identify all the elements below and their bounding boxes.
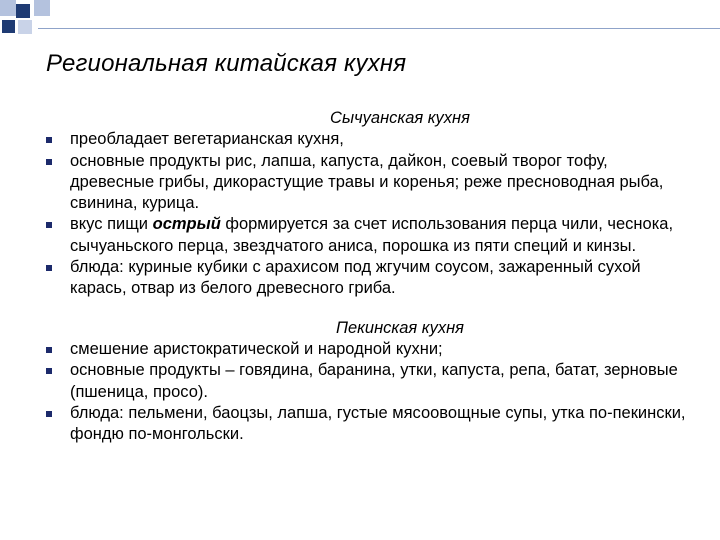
beijing-section <box>46 318 686 446</box>
square-bullet-icon <box>46 265 52 271</box>
sichuan-list <box>46 129 686 299</box>
list-item <box>46 214 686 257</box>
sichuan-section <box>46 108 686 300</box>
list-item <box>46 129 686 150</box>
decor-square-3 <box>34 0 50 16</box>
beijing-list <box>46 339 686 445</box>
list-item-text: блюда: пельмени, баоцзы, лапша, густые мясоовощные супы, утка по-пекински, фондю по-монгольски. <box>70 403 686 444</box>
square-bullet-icon <box>46 347 52 353</box>
emphasis-text: острый <box>152 215 221 234</box>
list-item <box>46 339 686 360</box>
decor-square-2 <box>16 4 30 18</box>
list-item <box>46 257 686 300</box>
square-bullet-icon <box>46 222 52 228</box>
slide-body <box>46 108 686 445</box>
section-heading: Сычуанская кухня <box>330 109 470 127</box>
list-item-text-pre: вкус пищи <box>70 215 153 234</box>
list-item <box>46 360 686 403</box>
list-item-text: смешение аристократической и народной кухни; <box>70 339 443 358</box>
list-item-text: блюда: куриные кубики с арахисом под жгучим соусом, зажаренный сухой карась, отвар из белого древесного гриба. <box>70 258 641 298</box>
decor-square-1 <box>0 0 16 16</box>
list-item <box>46 151 686 215</box>
list-item <box>46 403 686 446</box>
slide-title: Региональная китайская кухня <box>46 50 407 77</box>
square-bullet-icon <box>46 159 52 165</box>
decor-square-5 <box>18 20 32 34</box>
list-item-text: основные продукты – говядина, баранина, утки, капуста, репа, батат, зерновые (пшеница, просо). <box>70 361 678 401</box>
square-bullet-icon <box>46 137 52 143</box>
decor-square-4 <box>2 20 15 33</box>
square-bullet-icon <box>46 368 52 374</box>
list-item-text: основные продукты рис, лапша, капуста, дайкон, соевый творог тофу, древесные грибы, дикорастущие травы и коренья; реже пресноводная рыба, свинина, курица. <box>70 151 664 213</box>
section-heading: Пекинская кухня <box>336 318 464 337</box>
square-bullet-icon <box>46 411 52 417</box>
list-item-text: преобладает вегетарианская кухня, <box>70 130 344 149</box>
list-item-text-post: формируется за счет использования перца чили, чеснока, сычуаньского перца, звездчатого аниса, порошка из пяти специй и кинзы. <box>70 215 678 255</box>
header-rule <box>38 28 720 29</box>
